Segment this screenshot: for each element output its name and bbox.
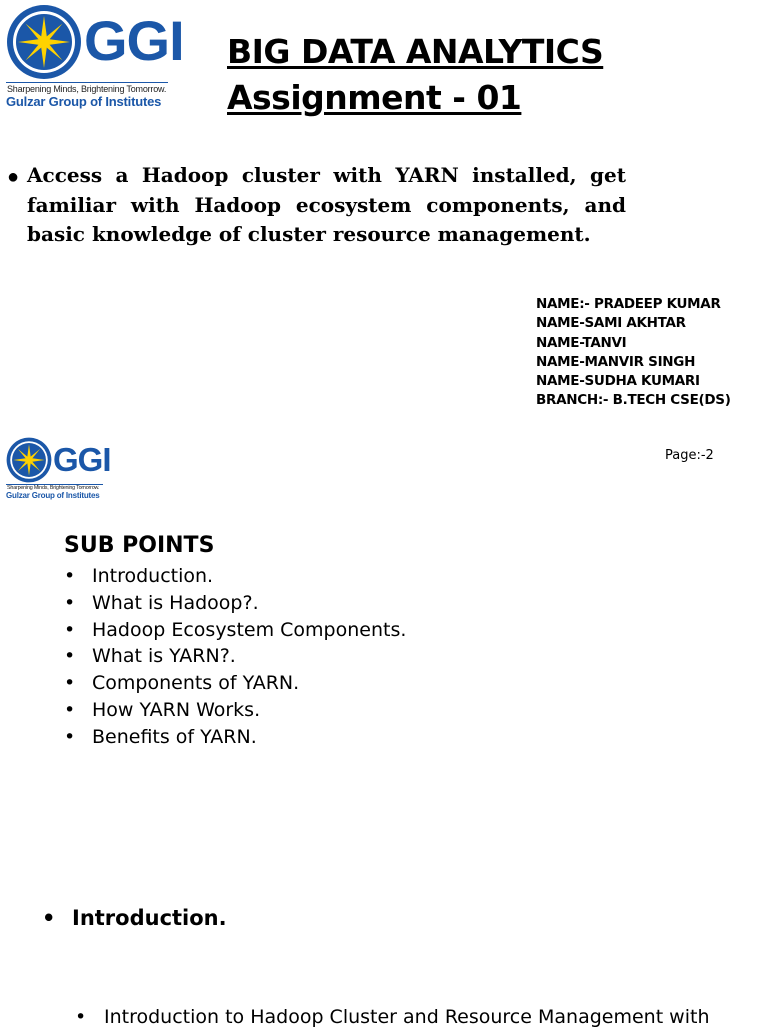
- logo-tagline: Sharpening Minds, Brightening Tomorrow.: [7, 485, 100, 491]
- introduction-first-line: [75, 1006, 710, 1028]
- list-item-label: Introduction.: [92, 565, 214, 587]
- page-number: Page:-2: [665, 448, 714, 463]
- list-item: [64, 590, 406, 617]
- team-list: [536, 295, 731, 411]
- sun-star-icon: [6, 4, 82, 80]
- list-item-label: Hadoop Ecosystem Components.: [92, 618, 407, 641]
- sub-points-list: [64, 563, 406, 751]
- objective-bullet: ●: [7, 166, 20, 188]
- list-item: [64, 563, 406, 590]
- bullet: •: [64, 565, 76, 587]
- bullet: •: [42, 906, 56, 930]
- branch: BRANCH:- B.TECH CSE(DS): [536, 392, 731, 409]
- list-item: [64, 617, 406, 644]
- team-member: NAME:- PRADEEP KUMAR: [536, 296, 721, 312]
- list-item: [64, 670, 406, 697]
- logo-brand-text: GGI: [84, 9, 184, 72]
- logo-brand-text: GGI: [53, 441, 111, 478]
- list-item-label: Components of YARN.: [92, 672, 300, 695]
- ggi-logo-large: [6, 4, 184, 112]
- logo-organization: Gulzar Group of Institutes: [6, 491, 100, 500]
- bullet: •: [75, 1006, 87, 1028]
- list-item-label: How YARN Works.: [92, 698, 261, 721]
- logo-organization: Gulzar Group of Institutes: [6, 94, 162, 109]
- logo-tagline: Sharpening Minds, Brightening Tomorrow.: [7, 84, 167, 94]
- bullet: •: [64, 672, 76, 695]
- list-item: [64, 724, 406, 751]
- objective-text: Access a Hadoop cluster with YARN installed, get familiar with Hadoop ecosystem components, and basic knowledge of cluster resource management.: [27, 163, 626, 246]
- sub-points-heading: SUB POINTS: [64, 533, 215, 558]
- list-item: [64, 697, 406, 724]
- list-item-label: What is YARN?.: [92, 645, 236, 668]
- team-member: NAME-TANVI: [536, 334, 627, 351]
- introduction-text: Introduction to Hadoop Cluster and Resource Management with: [104, 1006, 710, 1028]
- list-item-label: What is Hadoop?.: [92, 591, 259, 614]
- team-member: NAME-SUDHA KUMARI: [536, 373, 700, 390]
- introduction-heading: [42, 906, 227, 930]
- assignment-title: Assignment - 01: [227, 78, 522, 117]
- ggi-logo-small: [6, 437, 111, 503]
- bullet: •: [64, 591, 76, 614]
- list-item-label: Benefits of YARN.: [92, 725, 257, 748]
- bullet: •: [64, 725, 76, 748]
- introduction-heading-label: Introduction.: [72, 906, 227, 930]
- team-member: NAME-SAMI AKHTAR: [536, 315, 686, 332]
- team-member: NAME-MANVIR SINGH: [536, 353, 696, 370]
- list-item: [64, 643, 406, 670]
- bullet: •: [64, 618, 76, 641]
- sun-star-icon: [6, 437, 52, 483]
- logo-divider: [6, 82, 168, 83]
- bullet: •: [64, 645, 76, 668]
- document-title: BIG DATA ANALYTICS: [227, 32, 604, 71]
- bullet: •: [64, 698, 76, 721]
